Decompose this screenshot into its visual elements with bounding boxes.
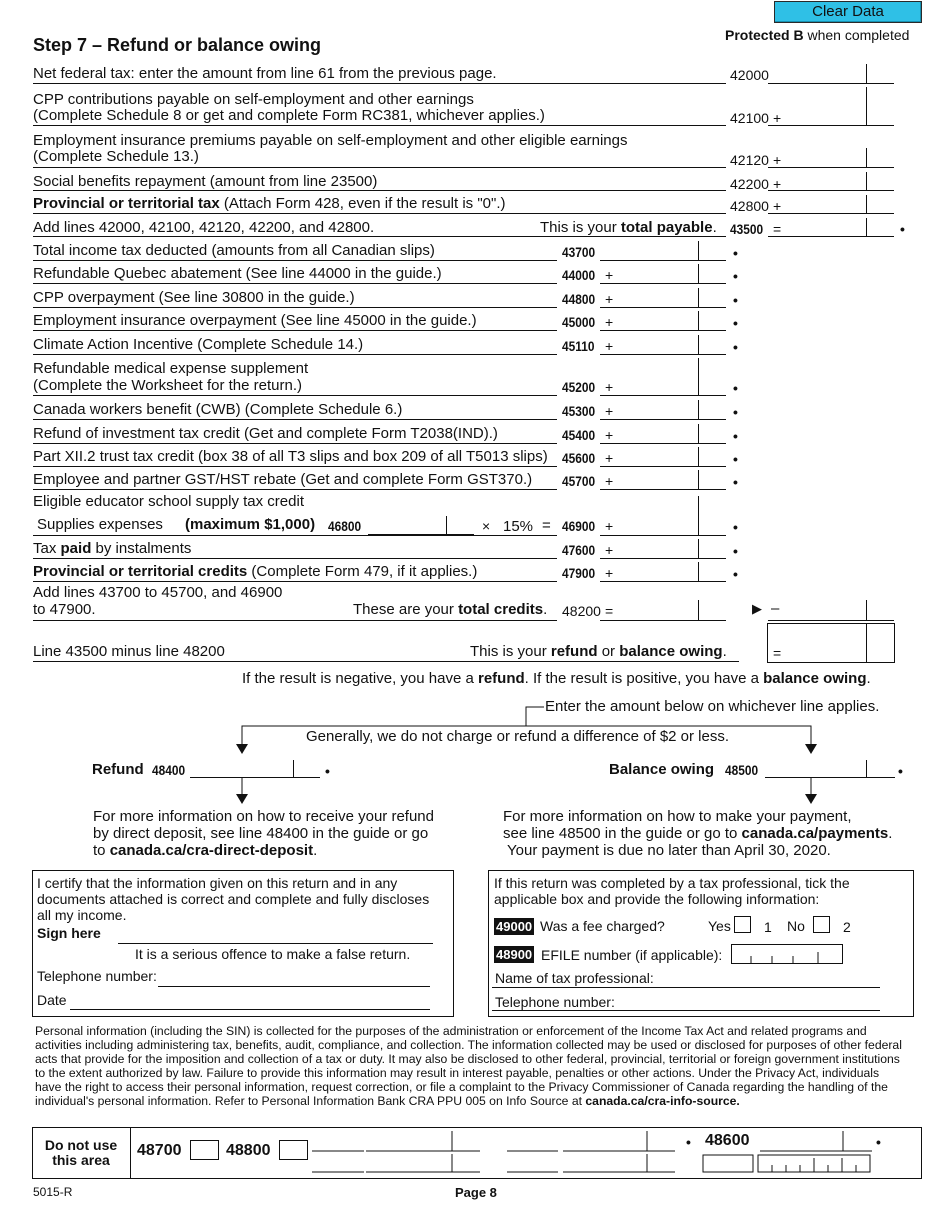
multiply-sign: × <box>482 518 491 534</box>
sign-42800: + <box>773 198 782 214</box>
code-45400: 45400 <box>562 427 596 443</box>
sign-result: = <box>773 645 782 661</box>
professional-1: If this return was completed by a tax professional, tick the <box>494 875 850 891</box>
code-42000: 42000 <box>730 67 769 83</box>
telephone-label: Telephone number: <box>37 968 157 984</box>
rb-bold1: refund <box>550 643 598 660</box>
decimal-dot: • <box>900 221 905 237</box>
code-49000: 49000 <box>496 919 533 934</box>
code-45110: 45110 <box>562 338 595 354</box>
code-47900: 47900 <box>562 565 596 581</box>
tax-pro-name-label: Name of tax professional: <box>495 970 654 986</box>
line-42200-label: Social benefits repayment (amount from line 23500) <box>33 173 378 190</box>
pi-pre: see line 48500 in the guide or go to <box>503 825 742 842</box>
code-45000: 45000 <box>562 314 596 330</box>
rb-suffix: . <box>722 643 727 660</box>
prov-credits-bold: Provincial or territorial credits <box>33 563 248 580</box>
line-45000-label: Employment insurance overpayment (See line 45000 in the guide.) <box>33 312 477 329</box>
code-45200: 45200 <box>562 379 596 395</box>
arrow-right-icon: ▶ <box>752 601 762 616</box>
prov-credits-post: (Complete Form 479, if it applies.) <box>247 563 478 580</box>
fee-label: Was a fee charged? <box>540 918 665 934</box>
rate: 15% <box>503 518 534 535</box>
balance-owing-label: Balance owing <box>609 761 715 778</box>
sign-47900: + <box>605 565 614 581</box>
telephone-line[interactable] <box>158 986 430 987</box>
pi-post: . <box>888 825 893 842</box>
privacy-link[interactable]: canada.ca/cra-info-source. <box>585 1094 740 1108</box>
ri-link[interactable]: canada.ca/cra-direct-deposit <box>109 842 314 859</box>
code-48800: 48800 <box>226 1142 271 1159</box>
professional-2: applicable box and provide the following information: <box>494 891 820 907</box>
code-45600: 45600 <box>562 450 596 466</box>
code-48700: 48700 <box>137 1142 182 1159</box>
code-43500: 43500 <box>730 221 764 237</box>
line-45600-label: Part XII.2 trust tax credit (box 38 of all T3 slips and box 209 of all T5013 slips) <box>33 448 548 465</box>
rb-prefix: This is your <box>470 643 551 660</box>
rn-p1: If the result is negative, you have a <box>242 670 478 687</box>
code-48200: 48200 <box>562 603 601 619</box>
code-44800: 44800 <box>562 291 596 307</box>
tax-pro-telephone-label: Telephone number: <box>495 994 615 1010</box>
sign-45200: + <box>605 379 614 395</box>
do-not-use-1: Do not use <box>44 1137 118 1153</box>
sign-45300: + <box>605 403 614 419</box>
yes-num: 1 <box>764 919 772 935</box>
instalments-post: by instalments <box>91 540 192 557</box>
sign-47600: + <box>605 542 614 558</box>
refund-info-2: by direct deposit, see line 48400 in the guide or go <box>93 825 429 842</box>
sign-45400: + <box>605 427 614 443</box>
line-44800-label: CPP overpayment (See line 30800 in the guide.) <box>33 289 355 306</box>
minus-sign: – <box>771 600 780 617</box>
sign-45600: + <box>605 450 614 466</box>
total-payable-prefix: This is your <box>540 219 621 236</box>
rn-p2: . If the result is positive, you have a <box>524 670 764 687</box>
rn-b1: refund <box>477 670 525 687</box>
line-44000-label: Refundable Quebec abatement (See line 44000 in the guide.) <box>33 265 442 282</box>
code-48500: 48500 <box>725 762 759 778</box>
line-42120-label2: (Complete Schedule 13.) <box>33 148 199 165</box>
total-credits-prefix: These are your <box>353 601 459 618</box>
code-48600: 48600 <box>705 1132 750 1149</box>
date-label: Date <box>37 992 67 1008</box>
certify-1: I certify that the information given on this return and in any <box>37 875 398 891</box>
payment-info-3: Your payment is due no later than April 30, 2020. <box>507 842 831 859</box>
sign-45700: + <box>605 473 614 489</box>
amount-48500[interactable] <box>765 777 895 778</box>
total-payable-suffix: . <box>712 219 717 236</box>
no-checkbox[interactable] <box>813 916 830 933</box>
instalments-bold: paid <box>60 540 92 557</box>
privacy-text: Personal information (including the SIN) is collected for the purposes of the administration or enforcement of the Income Tax Act and related programs and activities including administering tax, benefits, audit, compliance, and collection. The information collected may be used or disclosed for purposes of other federal acts that provide for the imposition and collection of a tax or duty. It may also be disclosed to other federal, provincial, territorial or foreign government institutions to the extent authorized by law. Failure to provide this information may result in interest payable, penalties or other actions. Under the Privacy Act, individuals have the right to access their personal information, request correction, or file a complaint to the Privacy Commissioner of Canada regarding the handling of the individual's personal information. Refer to Personal Information Bank CRA PPU 005 on Info Source at <box>35 1024 902 1108</box>
rn-b2: balance owing <box>763 670 867 687</box>
pi-link[interactable]: canada.ca/payments <box>741 825 889 842</box>
line-45200-label2: (Complete the Worksheet for the return.) <box>33 377 303 394</box>
line-42100-label1: CPP contributions payable on self-employment and other earnings <box>33 91 474 108</box>
signature-line[interactable] <box>118 943 433 944</box>
tax-pro-telephone-line[interactable] <box>492 1010 880 1011</box>
line-45200-label1: Refundable medical expense supplement <box>33 360 309 377</box>
offence-note: It is a serious offence to make a false return. <box>135 946 411 962</box>
yes-checkbox[interactable] <box>734 916 751 933</box>
sign-48200: = <box>605 603 614 619</box>
code-45700: 45700 <box>562 473 596 489</box>
sign-42100: + <box>773 110 782 126</box>
line-42800-text: (Attach Form 428, even if the result is "0".) <box>219 195 506 212</box>
tax-pro-name-line[interactable] <box>492 987 880 988</box>
code-48900: 48900 <box>496 947 533 962</box>
sign-44000: + <box>605 267 614 283</box>
ri-pre: to <box>93 842 110 859</box>
sign-46900: + <box>605 518 614 534</box>
page-number: Page 8 <box>455 1185 497 1200</box>
supplies-label: Supplies expenses <box>37 516 163 533</box>
yes-label: Yes <box>708 918 731 934</box>
page-title: Step 7 – Refund or balance owing <box>33 35 322 55</box>
rb-bold2: balance owing <box>619 643 723 660</box>
code-42120: 42120 <box>730 152 769 168</box>
generally-note: Generally, we do not charge or refund a difference of $2 or less. <box>306 728 730 745</box>
box-48700 <box>190 1140 219 1160</box>
efile-comb <box>731 944 843 964</box>
code-45300: 45300 <box>562 403 596 419</box>
sign-45110: + <box>605 338 614 354</box>
payment-info-1: For more information on how to make your payment, <box>503 808 852 825</box>
certify-3: all my income. <box>37 907 127 923</box>
line-45110-label: Climate Action Incentive (Complete Schedule 14.) <box>33 336 364 353</box>
sign-42120: + <box>773 152 782 168</box>
total-payable-bold: total payable <box>620 219 713 236</box>
educator-title: Eligible educator school supply tax credit <box>33 493 304 510</box>
line-43700-label: Total income tax deducted (amounts from all Canadian slips) <box>33 242 435 259</box>
total-credits-suffix: . <box>543 601 548 618</box>
privacy-notice <box>35 1024 907 1108</box>
sign-45000: + <box>605 314 614 330</box>
line-42800-bold: Provincial or territorial tax <box>33 195 220 212</box>
total-credits-bold: total credits <box>458 601 544 618</box>
sign-42200: + <box>773 176 782 192</box>
equals-sign: = <box>542 517 551 534</box>
line-42000-label: Net federal tax: enter the amount from line 61 from the previous page. <box>33 65 497 82</box>
code-42200: 42200 <box>730 176 769 192</box>
total-credits-line1: Add lines 43700 to 45700, and 46900 <box>33 584 283 601</box>
efile-label: EFILE number (if applicable): <box>541 947 723 963</box>
code-44000: 44000 <box>562 267 596 283</box>
protected-b: Protected B <box>725 27 804 43</box>
line-45400-label: Refund of investment tax credit (Get and complete Form T2038(IND).) <box>33 425 498 442</box>
code-43700: 43700 <box>562 244 596 260</box>
refund-info-1: For more information on how to receive your refund <box>93 808 434 825</box>
code-47600: 47600 <box>562 542 596 558</box>
no-label: No <box>787 918 805 934</box>
code-46900: 46900 <box>562 518 596 534</box>
total-credits-line2: to 47900. <box>33 601 96 618</box>
rb-mid: or <box>597 643 620 660</box>
supplies-max: (maximum $1,000) <box>185 516 316 533</box>
rn-p3: . <box>866 670 871 687</box>
line-42100-label2: (Complete Schedule 8 or get and complete Form RC381, whichever applies.) <box>33 107 545 124</box>
line-45300-label: Canada workers benefit (CWB) (Complete Schedule 6.) <box>33 401 403 418</box>
amount-48400[interactable] <box>190 777 320 778</box>
line-42120-label1: Employment insurance premiums payable on self-employment and other eligible earnings <box>33 132 628 149</box>
line-43500-label: Add lines 42000, 42100, 42120, 42200, and 42800. <box>33 219 375 236</box>
sign-here-label: Sign here <box>37 925 101 941</box>
certify-2: documents attached is correct and complete and fully discloses <box>37 891 430 907</box>
ri-post: . <box>313 842 318 859</box>
sign-43500: = <box>773 221 782 237</box>
code-48400: 48400 <box>152 762 186 778</box>
refund-label: Refund <box>92 761 144 778</box>
refund-info-3 <box>93 842 317 859</box>
do-not-use-2: this area <box>52 1152 110 1168</box>
clear-data-button[interactable]: Clear Data <box>774 1 922 23</box>
payment-info-2 <box>503 825 892 842</box>
date-line[interactable] <box>70 1009 430 1010</box>
line-45700-label: Employee and partner GST/HST rebate (Get and complete Form GST370.) <box>33 471 533 488</box>
form-number: 5015-R <box>33 1185 73 1199</box>
code-42800: 42800 <box>730 198 769 214</box>
code-46800: 46800 <box>328 518 362 534</box>
protected-suffix: when completed <box>807 27 910 43</box>
office-grid <box>300 1127 910 1179</box>
code-42100: 42100 <box>730 110 769 126</box>
instalments-pre: Tax <box>33 540 61 557</box>
no-num: 2 <box>843 919 851 935</box>
difference-label: Line 43500 minus line 48200 <box>33 643 225 660</box>
sign-44800: + <box>605 291 614 307</box>
enter-amount-note: Enter the amount below on whichever line applies. <box>545 698 880 715</box>
